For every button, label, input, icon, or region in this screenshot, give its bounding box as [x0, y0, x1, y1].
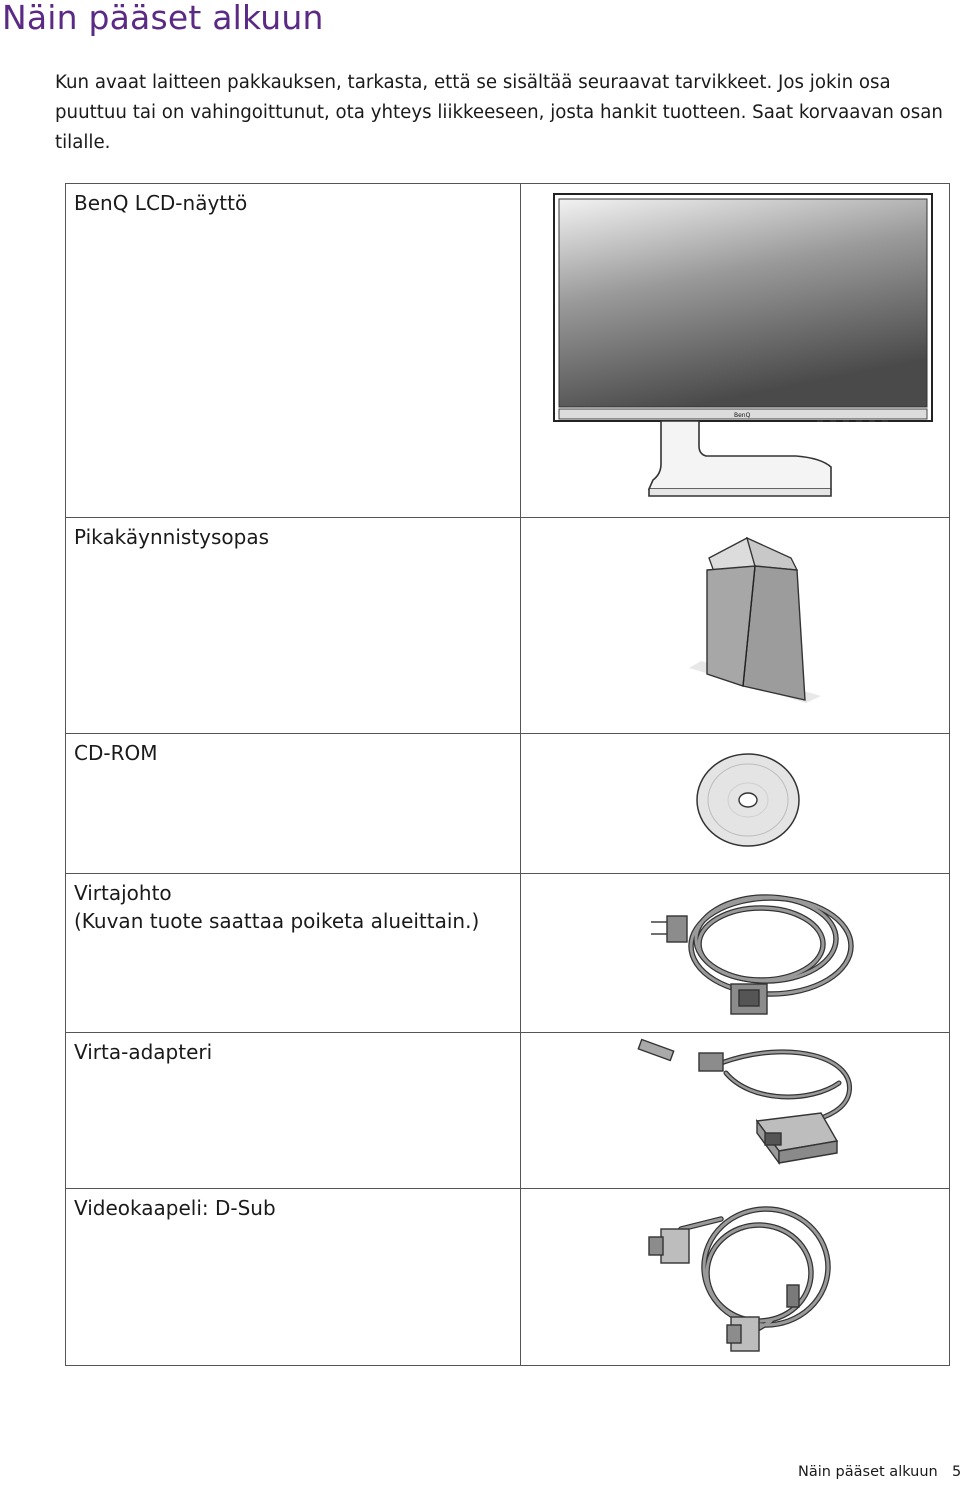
cd-rom-icon [521, 734, 967, 872]
intro-line: tilalle. [55, 132, 111, 153]
table-row [66, 734, 950, 874]
page-title: Näin pääset alkuun [2, 0, 324, 37]
table-row [66, 1189, 950, 1366]
item-label-dsub: Videokaapeli: D-Sub [66, 1189, 521, 1366]
table-row [66, 1033, 950, 1189]
item-image-cd [521, 734, 950, 874]
table-row [66, 874, 950, 1033]
table-row [66, 184, 950, 518]
item-label-adapter: Virta-adapteri [66, 1033, 521, 1189]
item-image-adapter [521, 1033, 950, 1189]
item-image-dsub [521, 1189, 950, 1366]
lcd-monitor-icon [521, 184, 967, 516]
intro-line: Kun avaat laitteen pakkauksen, tarkasta, että se sisältää seuraavat tarvikkeet. Jos jokin osa [55, 72, 891, 93]
power-cord-icon [521, 874, 967, 1031]
intro-line: puuttuu tai on vahingoittunut, ota yhteys liikkeeseen, josta hankit tuotteen. Saat korvaavan osan [55, 102, 943, 123]
item-label-power-cord: Virtajohto (Kuvan tuote saattaa poiketa alueittain.) [66, 874, 521, 1033]
footer-section-title: Näin pääset alkuun [798, 1464, 938, 1480]
item-image-power-cord [521, 874, 950, 1033]
item-label-monitor: BenQ LCD-näyttö [66, 184, 521, 518]
intro-paragraph [55, 68, 950, 158]
item-label-guide: Pikakäynnistysopas [66, 518, 521, 734]
brand-text: BenQ [734, 412, 751, 419]
page-number: 5 [952, 1464, 962, 1480]
item-note: (Kuvan tuote saattaa poiketa alueittain.) [74, 909, 480, 933]
table-row [66, 518, 950, 734]
quick-start-guide-icon [521, 518, 967, 732]
item-image-guide [521, 518, 950, 734]
power-adapter-icon [521, 1033, 967, 1187]
dsub-cable-icon [521, 1189, 967, 1364]
item-label-cd: CD-ROM [66, 734, 521, 874]
package-contents-table [65, 183, 950, 1366]
item-image-monitor [521, 184, 950, 518]
